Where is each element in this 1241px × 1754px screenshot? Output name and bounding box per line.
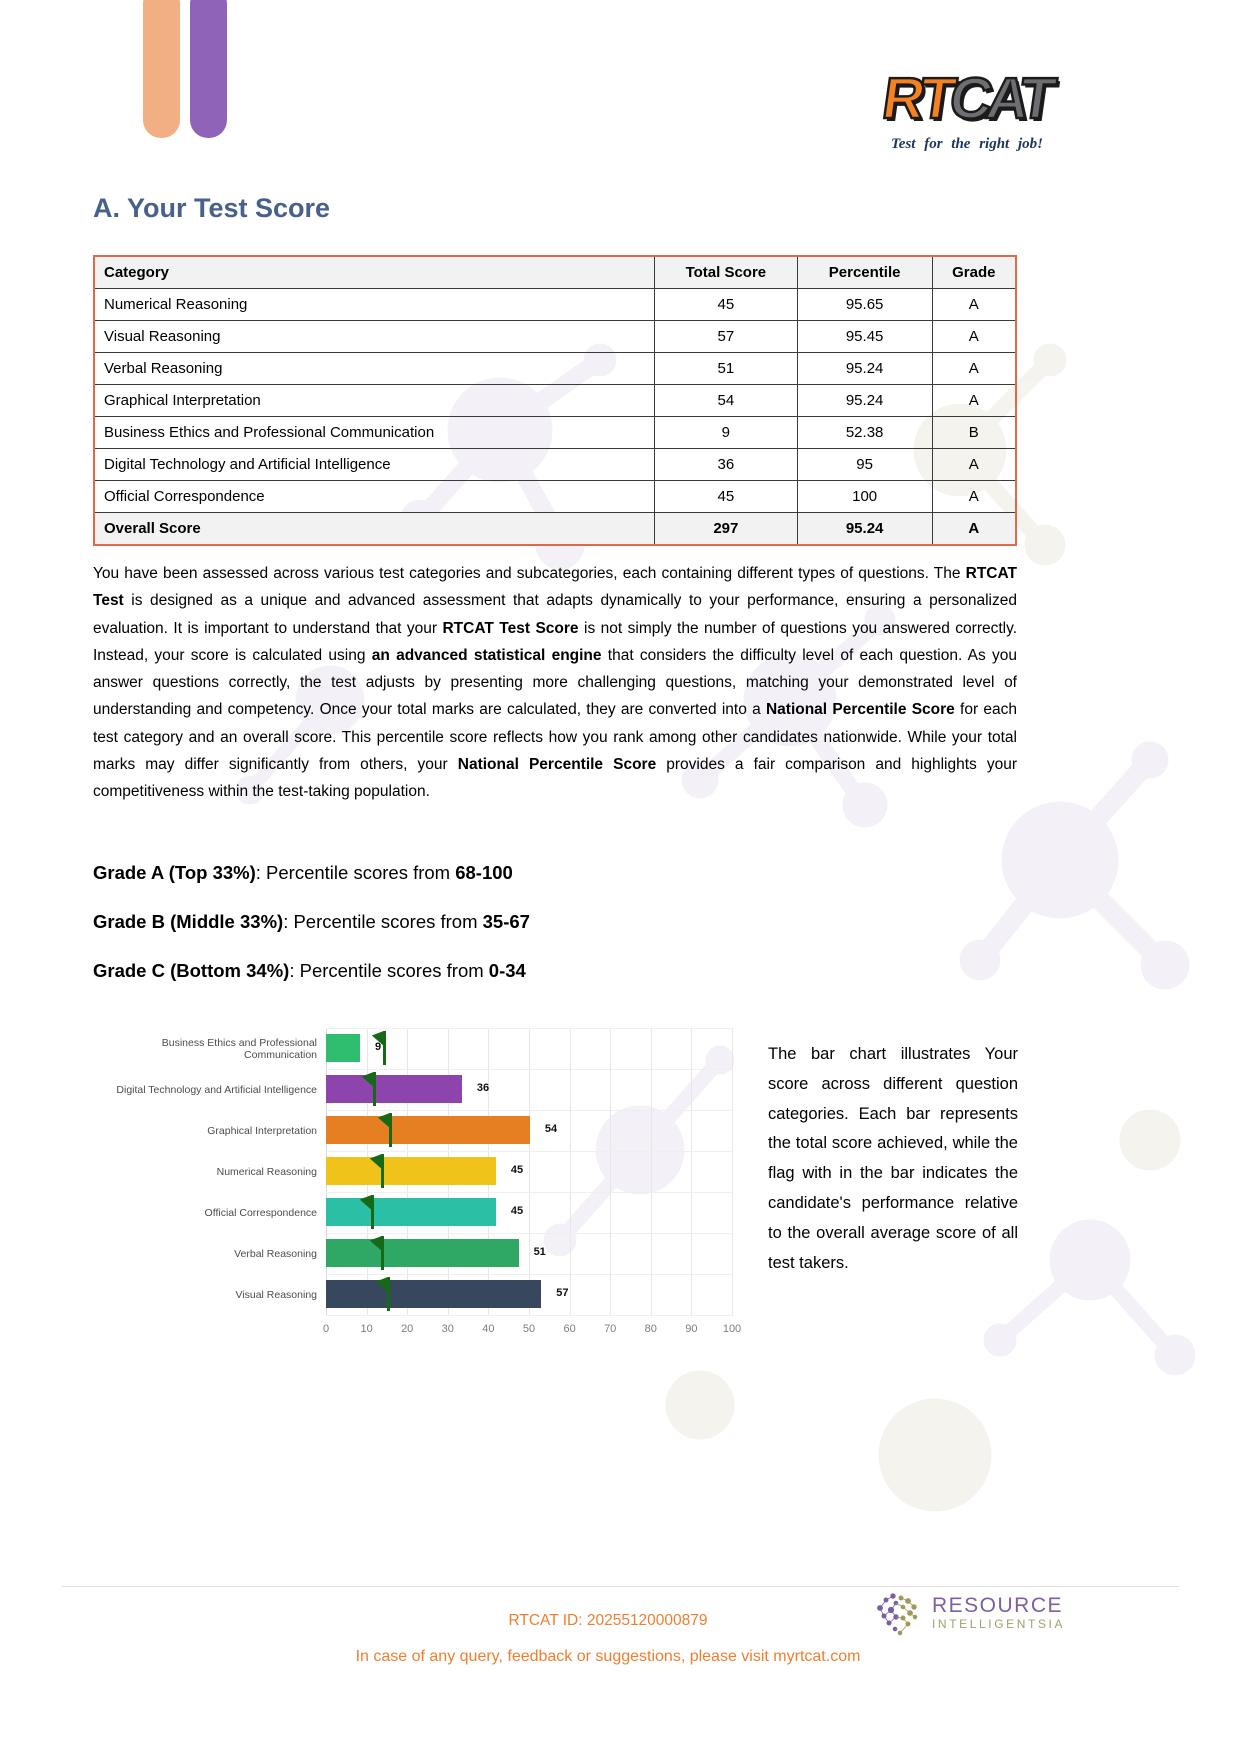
grid-hline [326, 1315, 733, 1316]
decorative-bar-orange [143, 0, 180, 138]
chart-row [93, 1233, 753, 1274]
grade-title: Grade B (Middle 33%) [93, 911, 284, 932]
chart-plot [326, 1233, 733, 1274]
chart-row [93, 1110, 753, 1151]
grade-text: : Percentile scores from [289, 960, 489, 981]
x-axis-tick-label: 90 [685, 1323, 698, 1335]
rtcat-logo-cat: CAT [946, 66, 1056, 131]
score-table-header-row [94, 256, 1016, 289]
category-cell: Numerical Reasoning [94, 289, 655, 321]
x-axis-tick-label: 50 [522, 1323, 536, 1335]
footer-query-note: In case of any query, feedback or suggestions, please visit myrtcat.com [355, 1648, 861, 1665]
column-header: Category [94, 256, 655, 289]
chart-row [93, 1274, 753, 1315]
description-text: for each test category and an overall score. This percentile score reflects how you rank among other candidates nationwide. While your total marks may differ significantly from others, your [93, 701, 1018, 774]
description-text: is not simply the number of questions you answered correctly. Instead, your score is calculated using [93, 619, 1018, 664]
chart-plot [326, 1192, 733, 1233]
table-row [94, 417, 1016, 449]
grade-title: Grade A (Top 33%) [93, 862, 256, 883]
grade-line-c [93, 960, 1017, 982]
x-axis-tick-label: 10 [360, 1323, 373, 1335]
chart-row [93, 1151, 753, 1192]
table-row [94, 385, 1016, 417]
description-paragraph [93, 560, 1017, 806]
column-header: Grade [932, 256, 1016, 289]
category-cell: Official Correspondence [94, 481, 655, 513]
x-axis-tick-label: 40 [482, 1323, 495, 1335]
brand-name: RESOURCE [932, 1593, 1064, 1617]
chart-bar [326, 1034, 360, 1062]
category-cell: Verbal Reasoning [94, 353, 655, 385]
value-cell: A [932, 449, 1016, 481]
x-axis-tick-label: 100 [722, 1323, 742, 1335]
description-bold-text: an advanced statistical engine [371, 646, 602, 664]
description-text: that considers the difficulty level of each question. As you answer questions correctly, the test adjusts by presenting more challenging questions, matching your demonstrated level of understanding and competency. Once your total marks are calculated, they are converted into a [93, 646, 1017, 719]
value-cell: 95.24 [797, 513, 932, 546]
value-cell: A [932, 321, 1016, 353]
value-cell: A [932, 481, 1016, 513]
bar-value-label: 51 [533, 1246, 546, 1258]
category-cell: Overall Score [94, 513, 655, 546]
description-bold-text: RTCAT Test Score [442, 619, 579, 637]
chart-category-label: Verbal Reasoning [234, 1247, 317, 1260]
grade-range: 35-67 [482, 911, 530, 932]
brain-icon [870, 1590, 924, 1636]
value-cell: 95.45 [797, 321, 932, 353]
value-cell: A [932, 385, 1016, 417]
chart-row [93, 1069, 753, 1110]
x-axis-tick-label: 30 [441, 1323, 454, 1335]
column-header: Total Score [655, 256, 798, 289]
value-cell: 100 [797, 481, 932, 513]
score-table-body [94, 289, 1016, 546]
chart-category-label: Numerical Reasoning [216, 1165, 317, 1178]
grade-text: : Percentile scores from [255, 862, 456, 883]
description-bold-text: National Percentile Score [765, 701, 955, 719]
chart-category-label: Digital Technology and Artificial Intelligence [116, 1083, 317, 1096]
value-cell: A [932, 353, 1016, 385]
table-row [94, 449, 1016, 481]
x-axis-tick-label: 60 [563, 1323, 576, 1335]
bar-value-label: 45 [510, 1164, 524, 1176]
resource-intelligentsia-logo [870, 1590, 1065, 1636]
value-cell: A [932, 513, 1016, 546]
value-cell: 54 [655, 385, 798, 417]
description-text: is designed as a unique and advanced assessment that adapts dynamically to your performance, ensuring a personalized evaluation. It is important to understand that your [93, 592, 1017, 637]
rtcat-logo-tagline: Test for the right job! [891, 136, 1043, 152]
bar-value-label: 45 [510, 1205, 524, 1217]
category-cell: Graphical Interpretation [94, 385, 655, 417]
bar-value-label: 57 [556, 1287, 569, 1299]
category-cell: Business Ethics and Professional Communication [94, 417, 655, 449]
table-row [94, 481, 1016, 513]
grade-line-b [93, 911, 1017, 933]
brand-subtitle: INTELLIGENTSIA [932, 1617, 1066, 1632]
bar-value-label: 54 [544, 1123, 558, 1135]
rtcat-logo-text [878, 66, 1056, 131]
value-cell: 95.24 [797, 353, 932, 385]
value-cell: 45 [655, 289, 798, 321]
chart-bar [326, 1239, 519, 1267]
chart-bar [326, 1157, 496, 1185]
description-text: You have been assessed across various test categories and subcategories, each containing different types of questions. The [93, 565, 966, 582]
chart-bar [326, 1198, 496, 1226]
value-cell: 51 [655, 353, 798, 385]
x-axis-tick-label: 70 [604, 1323, 617, 1335]
x-axis-tick-label: 80 [644, 1323, 657, 1335]
chart-rows [93, 1028, 753, 1315]
chart-caption: The bar chart illustrates Your score across different question categories. Each bar represents the total score achieved, while the flag with in the bar indicates the candidate's performance relative to the overall average score of all test takers. [768, 1045, 1018, 1272]
table-row [94, 353, 1016, 385]
chart-bar [326, 1280, 541, 1308]
value-cell: 297 [655, 513, 798, 546]
chart-row [93, 1028, 753, 1069]
grade-legend [93, 862, 1017, 1009]
chart-bar [326, 1075, 462, 1103]
rtcat-id-text: RTCAT ID: 20255120000879 [508, 1612, 708, 1629]
description-bold-text: National Percentile Score [457, 756, 657, 774]
value-cell: 52.38 [797, 417, 932, 449]
chart-plot [326, 1028, 733, 1069]
category-cell: Digital Technology and Artificial Intelligence [94, 449, 655, 481]
chart-category-label: Official Correspondence [204, 1206, 317, 1219]
column-header: Percentile [797, 256, 932, 289]
x-axis-tick-label: 0 [322, 1323, 330, 1335]
chart-plot [326, 1151, 733, 1192]
decorative-bar-purple [190, 0, 227, 138]
score-table [93, 255, 1017, 546]
value-cell: 57 [655, 321, 798, 353]
value-cell: 95.24 [797, 385, 932, 417]
footer-divider [62, 1586, 1179, 1587]
chart-bar [326, 1116, 530, 1144]
grade-range: 68-100 [455, 862, 513, 883]
grade-title: Grade C (Bottom 34%) [93, 960, 290, 981]
rtcat-logo-rt: RT [878, 66, 956, 131]
chart-plot [326, 1274, 733, 1315]
grade-line-a [93, 862, 1017, 884]
value-cell: 45 [655, 481, 798, 513]
bar-value-label: 36 [476, 1082, 490, 1094]
chart-plot [326, 1069, 733, 1110]
category-cell: Visual Reasoning [94, 321, 655, 353]
table-row [94, 289, 1016, 321]
value-cell: 95.65 [797, 289, 932, 321]
chart-plot [326, 1110, 733, 1151]
score-bar-chart [93, 1028, 753, 1358]
rtcat-logo [862, 66, 1072, 153]
description-bold-text: RTCAT Test [93, 565, 1017, 610]
chart-category-label: Visual Reasoning [235, 1288, 317, 1301]
chart-category-label: Business Ethics and Professional Communication [161, 1036, 317, 1061]
value-cell: B [932, 417, 1016, 449]
overall-score-row [94, 513, 1016, 546]
x-axis-tick-label: 20 [401, 1323, 414, 1335]
chart-category-label: Graphical Interpretation [207, 1124, 317, 1137]
grade-range: 0-34 [488, 960, 526, 981]
chart-row [93, 1192, 753, 1233]
value-cell: 9 [655, 417, 798, 449]
table-row [94, 321, 1016, 353]
description-text: provides a fair comparison and highlights your competitiveness within the test-taking population. [93, 756, 1017, 801]
page-title: A. Your Test Score [93, 193, 331, 223]
bar-value-label: 9 [374, 1041, 382, 1053]
value-cell: 95 [797, 449, 932, 481]
value-cell: 36 [655, 449, 798, 481]
value-cell: A [932, 289, 1016, 321]
grade-text: : Percentile scores from [283, 911, 483, 932]
